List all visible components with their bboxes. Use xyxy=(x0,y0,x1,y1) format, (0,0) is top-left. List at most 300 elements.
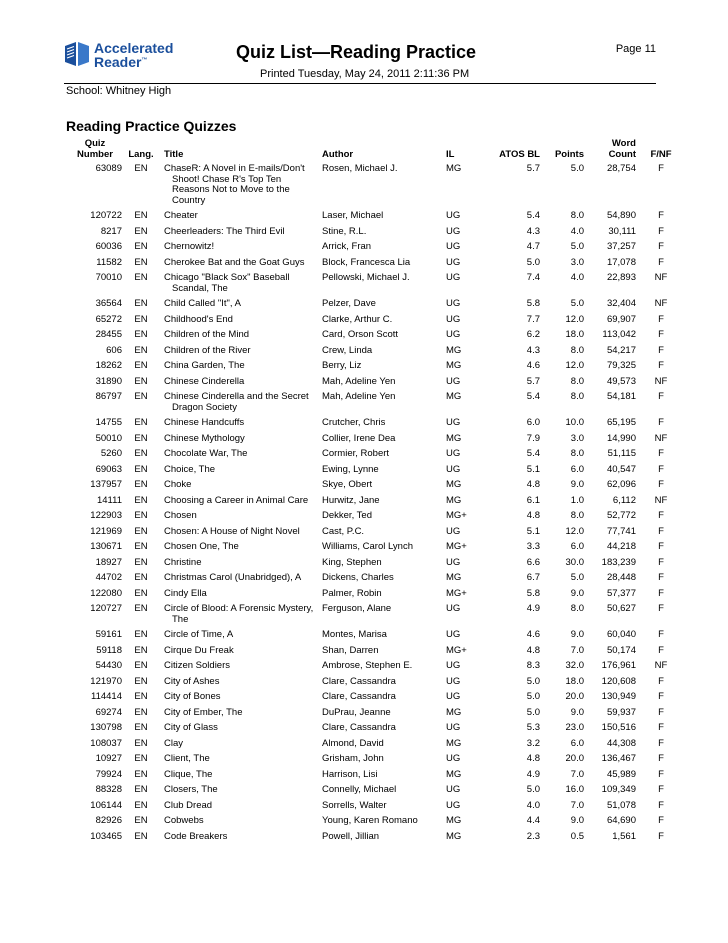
language-cell: EN xyxy=(134,298,148,309)
book-title-text: Christmas Carol (Unabridged), A xyxy=(164,572,302,583)
quiz-number-cell: 44702 xyxy=(95,572,122,583)
atos-level-cell: 4.9 xyxy=(526,603,540,614)
fiction-type-cell: F xyxy=(658,753,664,764)
fiction-type-cell: F xyxy=(658,629,664,640)
atos-level-cell: 5.0 xyxy=(526,784,540,795)
book-title-cell xyxy=(158,272,316,298)
word-count-cell: 59,937 xyxy=(606,706,636,718)
fiction-type-cell: F xyxy=(658,556,664,568)
language-cell: EN xyxy=(134,463,148,475)
interest-level-cell: UG xyxy=(446,375,461,387)
table-row xyxy=(66,448,684,464)
language-cell: EN xyxy=(134,706,148,718)
quiz-number-cell: 120727 xyxy=(90,603,122,614)
table-row xyxy=(66,479,684,495)
book-title-cell xyxy=(158,722,316,738)
book-title-text: Cirque Du Freak xyxy=(164,644,234,656)
interest-level-cell: MG xyxy=(446,360,462,371)
atos-level-cell: 4.3 xyxy=(526,344,540,356)
book-title-cell xyxy=(158,660,316,676)
book-title-text: Code Breakers xyxy=(164,830,228,842)
language-cell: EN xyxy=(134,722,148,733)
book-title-cell xyxy=(158,479,316,495)
language-cell: EN xyxy=(134,799,148,811)
table-row xyxy=(66,603,684,629)
word-count-cell: 65,195 xyxy=(606,417,636,428)
language-cell: EN xyxy=(134,344,148,356)
points-cell: 18.0 xyxy=(565,675,584,687)
atos-level-cell: 5.4 xyxy=(526,391,540,402)
language-cell: EN xyxy=(134,603,148,614)
atos-level-cell: 7.4 xyxy=(526,272,540,283)
interest-level-cell: UG xyxy=(446,691,461,702)
author-name-cell: Dekker, Ted xyxy=(322,510,372,521)
author-name-cell: Grisham, John xyxy=(322,753,384,764)
atos-level-cell: 4.8 xyxy=(526,753,540,764)
points-cell: 20.0 xyxy=(565,691,584,702)
interest-level-cell: UG xyxy=(446,256,461,268)
table-row xyxy=(66,676,684,692)
quiz-number-cell: 121969 xyxy=(90,525,122,537)
language-cell: EN xyxy=(134,753,148,764)
quiz-number-cell: 14755 xyxy=(95,417,122,428)
quiz-number-cell: 50010 xyxy=(95,432,122,444)
book-title-text: Cheater xyxy=(164,210,198,221)
interest-level-cell: UG xyxy=(446,603,461,614)
table-row xyxy=(66,510,684,526)
word-count-cell: 49,573 xyxy=(606,375,636,387)
book-title-cell xyxy=(158,241,316,257)
table-row xyxy=(66,572,684,588)
points-cell: 8.0 xyxy=(570,391,584,402)
book-title-text: Christine xyxy=(164,556,202,568)
book-title-cell xyxy=(158,769,316,785)
word-count-cell: 176,961 xyxy=(601,660,636,671)
quiz-number-cell: 121970 xyxy=(90,675,122,687)
fiction-type-cell: F xyxy=(658,815,664,826)
author-name-cell: King, Stephen xyxy=(322,556,382,568)
book-title-text: Child Called "It", A xyxy=(164,298,241,309)
points-cell: 6.0 xyxy=(570,541,584,552)
logo-text-bottom: Reader™ xyxy=(94,54,148,70)
word-count-cell: 54,890 xyxy=(606,210,636,221)
points-cell: 12.0 xyxy=(565,525,584,537)
atos-level-cell: 8.3 xyxy=(526,660,540,671)
book-title-text: Circle of Blood: A Forensic Mystery, The xyxy=(164,603,314,625)
author-name-cell: Clarke, Arthur C. xyxy=(322,313,393,325)
quiz-number-cell: 18262 xyxy=(95,360,122,371)
fiction-type-cell: F xyxy=(658,691,664,702)
quiz-number-cell: 54430 xyxy=(95,660,122,671)
book-title-text: China Garden, The xyxy=(164,360,245,371)
book-title-cell xyxy=(158,464,316,480)
interest-level-cell: MG xyxy=(446,737,462,749)
language-cell: EN xyxy=(134,210,148,221)
word-count-cell: 150,516 xyxy=(601,722,636,733)
word-count-cell: 52,772 xyxy=(606,510,636,521)
fiction-type-cell: F xyxy=(658,603,664,614)
fiction-type-cell: F xyxy=(658,799,664,811)
quiz-number-cell: 122903 xyxy=(90,510,122,521)
interest-level-cell: UG xyxy=(446,660,461,671)
book-title-cell xyxy=(158,526,316,542)
language-cell: EN xyxy=(134,360,148,371)
atos-level-cell: 6.2 xyxy=(526,329,540,340)
col-quiz-number: Quiz Number xyxy=(77,138,113,160)
quiz-number-cell: 88328 xyxy=(95,784,122,795)
fiction-type-cell: F xyxy=(658,210,664,221)
atos-level-cell: 5.7 xyxy=(526,163,540,174)
word-count-cell: 69,907 xyxy=(606,313,636,325)
atos-level-cell: 6.6 xyxy=(526,556,540,568)
word-count-cell: 120,608 xyxy=(601,675,636,687)
quiz-number-cell: 11582 xyxy=(96,256,122,268)
book-title-cell xyxy=(158,572,316,588)
interest-level-cell: MG xyxy=(446,479,462,490)
interest-level-cell: MG+ xyxy=(446,510,467,521)
book-title-text: Client, The xyxy=(164,753,210,764)
table-row xyxy=(66,210,684,226)
fiction-type-cell: F xyxy=(658,344,664,356)
points-cell: 0.5 xyxy=(570,830,584,842)
author-name-cell: Cormier, Robert xyxy=(322,448,390,459)
table-row xyxy=(66,645,684,661)
quiz-number-cell: 130671 xyxy=(90,541,122,552)
points-cell: 18.0 xyxy=(565,329,584,340)
word-count-cell: 6,112 xyxy=(612,494,636,506)
points-cell: 23.0 xyxy=(565,722,584,733)
language-cell: EN xyxy=(134,737,148,749)
atos-level-cell: 5.0 xyxy=(526,691,540,702)
author-name-cell: Shan, Darren xyxy=(322,644,379,656)
header-divider xyxy=(64,83,656,84)
word-count-cell: 37,257 xyxy=(606,241,636,252)
author-name-cell: Cast, P.C. xyxy=(322,525,365,537)
book-title-text: ChaseR: A Novel in E-mails/Don't Shoot! Chase R's Top Ten Reasons Not to Move to the Country xyxy=(164,163,305,206)
language-cell: EN xyxy=(134,417,148,428)
fiction-type-cell: F xyxy=(658,587,664,599)
word-count-cell: 50,174 xyxy=(606,644,636,656)
points-cell: 8.0 xyxy=(570,210,584,221)
language-cell: EN xyxy=(134,225,148,237)
table-row xyxy=(66,691,684,707)
quiz-number-cell: 70010 xyxy=(95,272,122,283)
interest-level-cell: MG xyxy=(446,815,462,826)
word-count-cell: 109,349 xyxy=(601,784,636,795)
atos-level-cell: 4.8 xyxy=(526,479,540,490)
language-cell: EN xyxy=(134,256,148,268)
book-title-cell xyxy=(158,676,316,692)
word-count-cell: 50,627 xyxy=(606,603,636,614)
atos-level-cell: 4.4 xyxy=(526,815,540,826)
author-name-cell: Hurwitz, Jane xyxy=(322,494,380,506)
book-title-text: Chernowitz! xyxy=(164,241,215,252)
book-title-text: Children of the Mind xyxy=(164,329,250,340)
points-cell: 4.0 xyxy=(570,225,584,237)
interest-level-cell: UG xyxy=(446,784,461,795)
word-count-cell: 77,741 xyxy=(606,525,636,537)
table-row xyxy=(66,272,684,298)
interest-level-cell: UG xyxy=(446,298,461,309)
table-row xyxy=(66,800,684,816)
col-word-count: Word Count xyxy=(608,138,636,160)
atos-level-cell: 4.6 xyxy=(526,360,540,371)
book-title-text: Chocolate War, The xyxy=(164,448,248,459)
interest-level-cell: MG+ xyxy=(446,541,467,552)
language-cell: EN xyxy=(134,815,148,826)
quiz-number-cell: 18927 xyxy=(95,556,122,568)
book-title-text: Choke xyxy=(164,479,192,490)
col-fiction-nonfiction: F/NF xyxy=(650,149,672,160)
points-cell: 9.0 xyxy=(570,815,584,826)
interest-level-cell: UG xyxy=(446,675,461,687)
table-row xyxy=(66,163,684,210)
author-name-cell: DuPrau, Jeanne xyxy=(322,706,391,718)
col-il: IL xyxy=(446,149,455,160)
language-cell: EN xyxy=(134,784,148,795)
table-row xyxy=(66,391,684,417)
page-title: Quiz List—Reading Practice xyxy=(236,42,477,62)
interest-level-cell: MG xyxy=(446,494,462,506)
school-name: School: Whitney High xyxy=(66,85,172,97)
author-name-cell: Stine, R.L. xyxy=(322,225,367,237)
book-title-text: Chinese Cinderella and the Secret Dragon Society xyxy=(164,391,309,413)
author-name-cell: Mah, Adeline Yen xyxy=(322,391,396,402)
atos-level-cell: 2.3 xyxy=(526,830,540,842)
table-row xyxy=(66,660,684,676)
points-cell: 12.0 xyxy=(565,313,584,325)
interest-level-cell: MG+ xyxy=(446,644,467,656)
atos-level-cell: 5.1 xyxy=(526,525,540,537)
table-row xyxy=(66,722,684,738)
col-author: Author xyxy=(322,149,354,160)
fiction-type-cell: F xyxy=(658,722,664,733)
word-count-cell: 183,239 xyxy=(601,556,636,568)
quiz-number-cell: 69063 xyxy=(95,463,122,475)
book-title-cell xyxy=(158,588,316,604)
book-title-text: Cheerleaders: The Third Evil xyxy=(164,225,285,237)
author-name-cell: Pellowski, Michael J. xyxy=(322,272,410,283)
fiction-type-cell: F xyxy=(658,391,664,402)
atos-level-cell: 4.6 xyxy=(526,629,540,640)
book-title-cell xyxy=(158,495,316,511)
points-cell: 7.0 xyxy=(570,799,584,811)
author-name-cell: Williams, Carol Lynch xyxy=(322,541,413,552)
quiz-number-cell: 606 xyxy=(106,344,122,356)
book-title-cell xyxy=(158,210,316,226)
book-title-text: Chosen One, The xyxy=(164,541,239,552)
section-title: Reading Practice Quizzes xyxy=(66,118,237,134)
book-title-cell xyxy=(158,360,316,376)
interest-level-cell: UG xyxy=(446,525,461,537)
language-cell: EN xyxy=(134,391,148,402)
book-title-cell xyxy=(158,314,316,330)
word-count-cell: 51,115 xyxy=(607,448,636,459)
quiz-number-cell: 120722 xyxy=(90,210,122,221)
quiz-number-cell: 82926 xyxy=(95,815,122,826)
atos-level-cell: 5.4 xyxy=(526,448,540,459)
points-cell: 3.0 xyxy=(570,432,584,444)
quiz-number-cell: 114414 xyxy=(91,691,122,702)
language-cell: EN xyxy=(134,329,148,340)
word-count-cell: 28,448 xyxy=(606,572,636,583)
book-title-text: Chosen xyxy=(164,510,197,521)
quiz-number-cell: 5260 xyxy=(100,448,122,459)
book-title-cell xyxy=(158,376,316,392)
book-title-text: Closers, The xyxy=(164,784,218,795)
atos-level-cell: 5.7 xyxy=(526,375,540,387)
word-count-cell: 28,754 xyxy=(606,163,636,174)
book-title-text: Chinese Mythology xyxy=(164,432,245,444)
interest-level-cell: UG xyxy=(446,556,461,568)
author-name-cell: Crew, Linda xyxy=(322,344,373,356)
quiz-number-cell: 28455 xyxy=(95,329,122,340)
table-row xyxy=(66,417,684,433)
book-title-cell xyxy=(158,298,316,314)
interest-level-cell: MG xyxy=(446,163,462,174)
book-title-cell xyxy=(158,391,316,417)
book-title-text: Cherokee Bat and the Goat Guys xyxy=(164,256,305,268)
author-name-cell: Clare, Cassandra xyxy=(322,691,396,702)
language-cell: EN xyxy=(134,448,148,459)
language-cell: EN xyxy=(134,675,148,687)
printed-timestamp: Printed Tuesday, May 24, 2011 2:11:36 PM xyxy=(260,68,470,80)
book-title-cell xyxy=(158,784,316,800)
points-cell: 6.0 xyxy=(570,737,584,749)
book-title-cell xyxy=(158,417,316,433)
col-title: Title xyxy=(164,149,184,160)
table-row xyxy=(66,588,684,604)
points-cell: 6.0 xyxy=(570,463,584,475)
book-title-cell xyxy=(158,345,316,361)
points-cell: 5.0 xyxy=(570,298,584,309)
table-row xyxy=(66,815,684,831)
book-title-cell xyxy=(158,226,316,242)
fiction-type-cell: F xyxy=(658,830,664,842)
atos-level-cell: 4.8 xyxy=(526,510,540,521)
word-count-cell: 113,042 xyxy=(602,329,636,340)
accelerated-reader-logo xyxy=(64,40,174,72)
book-title-cell xyxy=(158,691,316,707)
fiction-type-cell: NF xyxy=(654,375,668,387)
fiction-type-cell: F xyxy=(658,479,664,490)
word-count-cell: 30,111 xyxy=(608,225,636,237)
book-title-text: City of Ashes xyxy=(164,675,220,687)
interest-level-cell: UG xyxy=(446,417,461,428)
word-count-cell: 57,377 xyxy=(606,587,636,599)
word-count-cell: 44,218 xyxy=(606,541,636,552)
language-cell: EN xyxy=(134,510,148,521)
word-count-cell: 32,404 xyxy=(606,298,636,309)
points-cell: 8.0 xyxy=(570,603,584,614)
atos-level-cell: 5.3 xyxy=(526,722,540,733)
atos-level-cell: 4.0 xyxy=(526,799,540,811)
word-count-cell: 60,040 xyxy=(606,629,636,640)
book-title-cell xyxy=(158,738,316,754)
quiz-number-cell: 59161 xyxy=(95,629,122,640)
quiz-number-cell: 106144 xyxy=(90,799,122,811)
fiction-type-cell: F xyxy=(658,768,664,780)
atos-level-cell: 5.8 xyxy=(526,298,540,309)
word-count-cell: 136,467 xyxy=(601,753,636,764)
language-cell: EN xyxy=(134,272,148,283)
book-title-cell xyxy=(158,329,316,345)
book-title-cell xyxy=(158,433,316,449)
book-title-cell xyxy=(158,603,316,629)
author-name-cell: Harrison, Lisi xyxy=(322,768,378,780)
fiction-type-cell: NF xyxy=(654,432,668,444)
author-name-cell: Palmer, Robin xyxy=(322,587,382,599)
quiz-number-cell: 8217 xyxy=(100,225,122,237)
fiction-type-cell: F xyxy=(658,241,664,252)
col-lang: Lang. xyxy=(128,149,154,160)
points-cell: 16.0 xyxy=(565,784,584,795)
book-title-cell xyxy=(158,448,316,464)
quiz-number-cell: 10927 xyxy=(95,753,122,764)
fiction-type-cell: F xyxy=(658,329,664,340)
author-name-cell: Skye, Obert xyxy=(322,479,373,490)
book-title-cell xyxy=(158,815,316,831)
points-cell: 8.0 xyxy=(570,375,584,387)
fiction-type-cell: F xyxy=(658,360,664,371)
author-name-cell: Ewing, Lynne xyxy=(322,463,379,475)
author-name-cell: Block, Francesca Lia xyxy=(322,256,411,268)
interest-level-cell: MG+ xyxy=(446,587,467,599)
table-row xyxy=(66,257,684,273)
interest-level-cell: MG xyxy=(446,391,462,402)
atos-level-cell: 3.3 xyxy=(526,541,540,552)
book-title-text: Chinese Handcuffs xyxy=(164,417,245,428)
atos-level-cell: 5.4 xyxy=(526,210,540,221)
table-row xyxy=(66,784,684,800)
quiz-number-cell: 86797 xyxy=(95,391,122,402)
interest-level-cell: UG xyxy=(446,313,461,325)
book-title-text: Cobwebs xyxy=(164,815,204,826)
book-title-cell xyxy=(158,163,316,210)
table-header-row xyxy=(66,138,684,163)
language-cell: EN xyxy=(134,241,148,252)
book-title-text: City of Bones xyxy=(164,691,221,702)
author-name-cell: Montes, Marisa xyxy=(322,629,387,640)
points-cell: 12.0 xyxy=(565,360,584,371)
language-cell: EN xyxy=(134,313,148,325)
fiction-type-cell: F xyxy=(658,448,664,459)
atos-level-cell: 6.0 xyxy=(526,417,540,428)
quiz-number-cell: 130798 xyxy=(90,722,122,733)
author-name-cell: Sorrells, Walter xyxy=(322,799,387,811)
book-title-text: City of Glass xyxy=(164,722,218,733)
language-cell: EN xyxy=(134,163,148,174)
table-row xyxy=(66,526,684,542)
language-cell: EN xyxy=(134,768,148,780)
quiz-number-cell: 103465 xyxy=(90,830,122,842)
quiz-number-cell: 122080 xyxy=(90,587,122,599)
interest-level-cell: MG xyxy=(446,768,462,780)
word-count-cell: 64,690 xyxy=(606,815,636,826)
atos-level-cell: 3.2 xyxy=(526,737,540,749)
author-name-cell: Clare, Cassandra xyxy=(322,722,396,733)
interest-level-cell: MG xyxy=(446,344,462,356)
table-row xyxy=(66,738,684,754)
interest-level-cell: UG xyxy=(446,722,461,733)
points-cell: 9.0 xyxy=(570,587,584,599)
language-cell: EN xyxy=(134,479,148,490)
book-title-cell xyxy=(158,645,316,661)
book-title-cell xyxy=(158,510,316,526)
quiz-number-cell: 137957 xyxy=(90,479,122,490)
table-row xyxy=(66,831,684,847)
book-title-cell xyxy=(158,800,316,816)
